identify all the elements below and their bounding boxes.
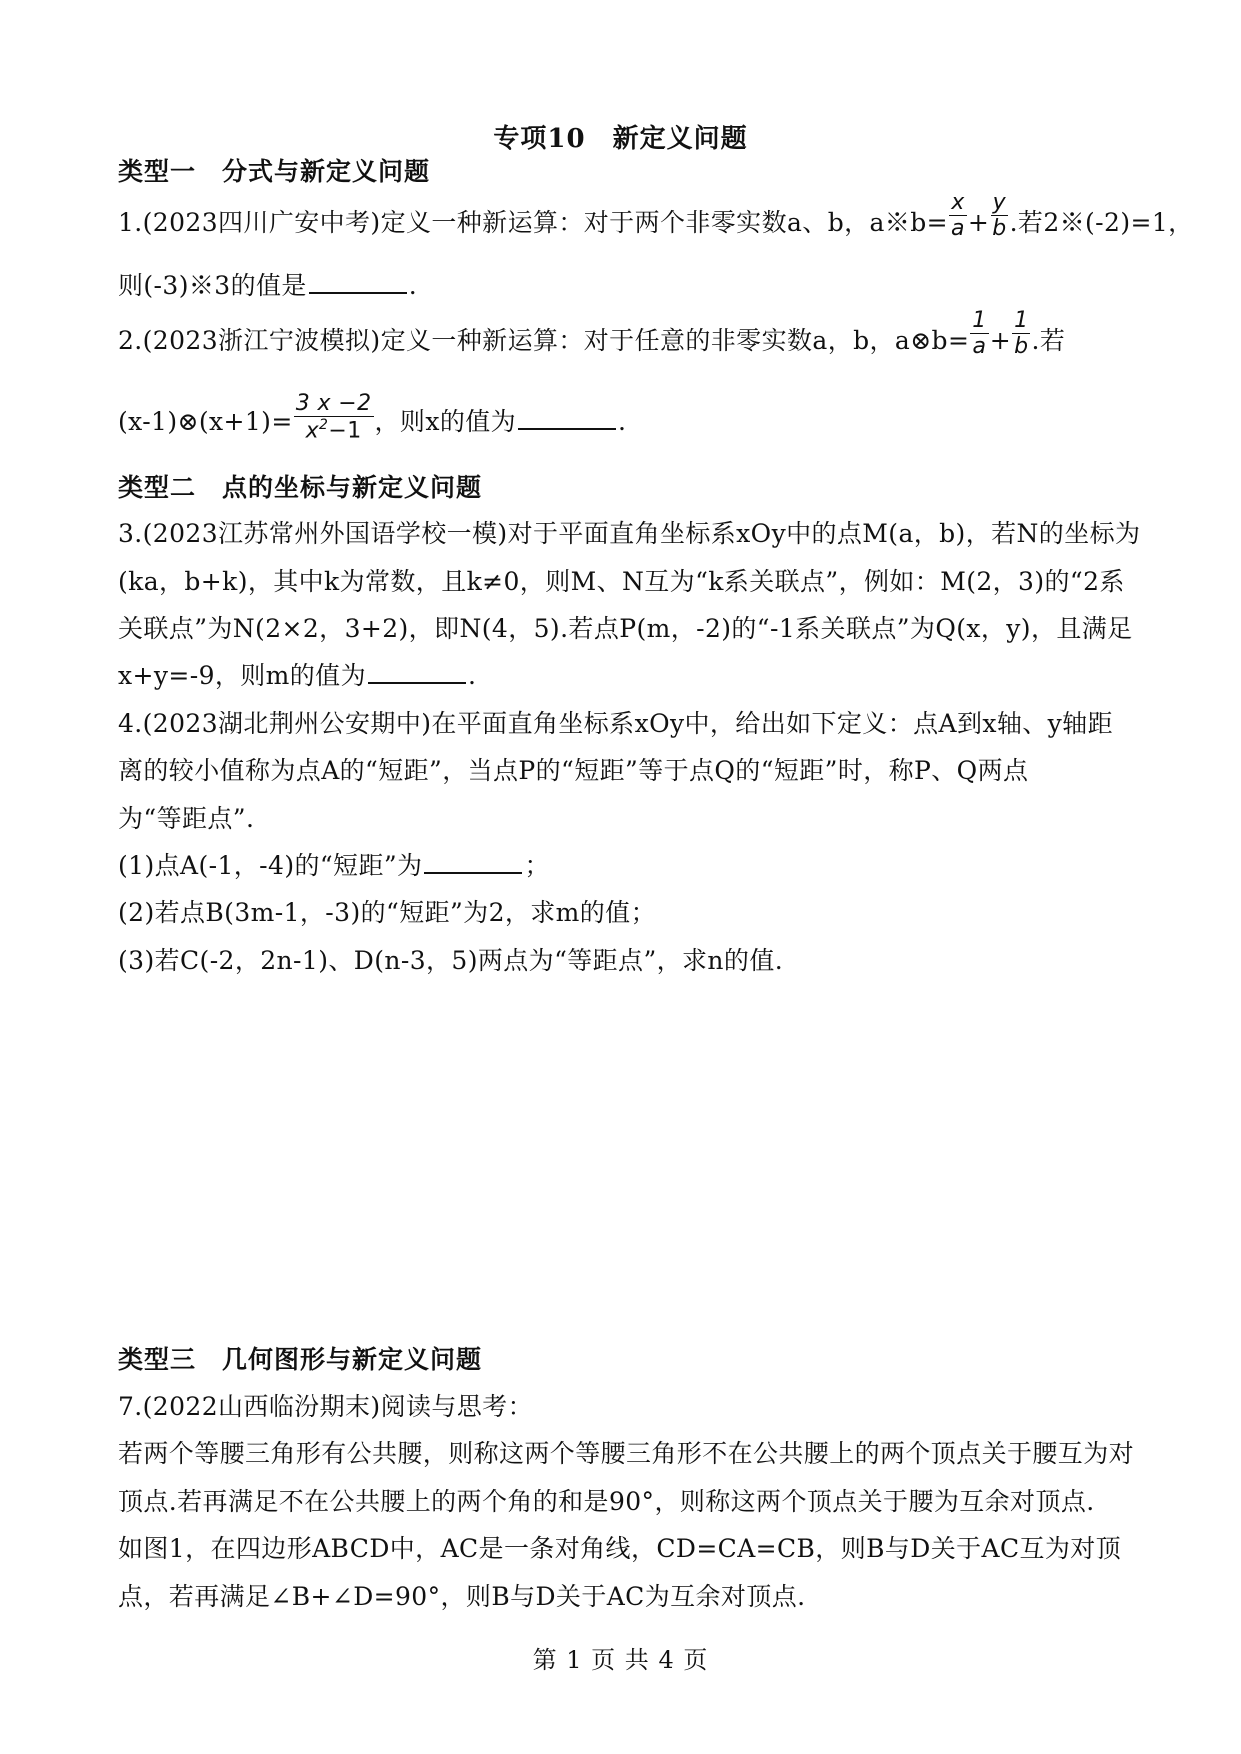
q1-text: 1.(2023四川广安中考)定义一种新运算：对于两个非零实数a、b，a※b= xyxy=(118,208,948,238)
question-2-line-1: 2.(2023浙江宁波模拟)定义一种新运算：对于任意的非零实数a，b，a⊗b= $\frac{1}{a}$ + $\frac{1}{b}$ .若 xyxy=(118,308,1066,360)
question-4-line-2: 离的较小值称为点A的“短距”，当点P的“短距”等于点Q的“短距”时，称P、Q两点 xyxy=(118,756,1029,785)
question-4-part-3: (3)若C(-2，2n-1)、D(n-3，5)两点为“等距点”，求n的值. xyxy=(118,946,784,975)
question-4-part-1: (1)点A(-1，-4)的“短距”为 ； xyxy=(118,851,550,880)
answer-blank[interactable] xyxy=(518,408,616,430)
answer-blank[interactable] xyxy=(424,852,522,874)
question-4-line-3: 为“等距点”. xyxy=(118,804,255,833)
fraction-3x-minus-2-over-x2-minus-1: $\frac{3 x -2}{x^2-1}$ xyxy=(295,391,372,444)
section-heading-2: 类型二 点的坐标与新定义问题 xyxy=(118,473,483,502)
section-heading-3: 类型三 几何图形与新定义问题 xyxy=(118,1345,483,1374)
q2-text: 2.(2023浙江宁波模拟)定义一种新运算：对于任意的非零实数a，b，a⊗b= xyxy=(118,326,970,356)
question-1-line-1 xyxy=(118,190,1194,249)
question-3-line-1: 3.(2023江苏常州外国语学校一模)对于平面直角坐标系xOy中的点M(a，b)，若N的坐标为 xyxy=(118,519,1141,548)
question-4-part-2: (2)若点B(3m-1，-3)的“短距”为2，求m的值； xyxy=(118,898,656,927)
question-7-line-3: 顶点.若再满足不在公共腰上的两个角的和是90°，则称这两个顶点关于腰为互余对顶点. xyxy=(118,1487,1095,1516)
plus-sign: + xyxy=(989,326,1012,356)
fraction-1-over-b: $\frac{1}{b}$ xyxy=(1014,308,1029,360)
question-4-line-1: 4.(2023湖北荆州公安期中)在平面直角坐标系xOy中，给出如下定义：点A到x轴、y轴距 xyxy=(118,709,1113,738)
section-heading-1: 类型一 分式与新定义问题 xyxy=(118,157,431,186)
fraction-y-over-b: $\frac{y}{b}$ xyxy=(992,190,1007,242)
question-3-line-2: (ka，b+k)，其中k为常数，且k≠0，则M、N互为“k系关联点”，例如：M(2，3)的“2系 xyxy=(118,567,1125,596)
question-7-line-4: 如图1，在四边形ABCD中，AC是一条对角线，CD=CA=CB，则B与D关于AC互为对顶 xyxy=(118,1534,1122,1563)
question-1-line-2: 则(-3)※3的值是 . xyxy=(118,271,418,300)
page-title: 专项10 新定义问题 xyxy=(493,124,748,154)
answer-blank[interactable] xyxy=(309,272,407,294)
answer-blank[interactable] xyxy=(368,662,466,684)
question-7-line-1: 7.(2022山西临汾期末)阅读与思考： xyxy=(118,1392,533,1421)
q2-expression: (x-1)⊗(x+1)= xyxy=(118,406,293,436)
question-3-line-3: 关联点”为N(2×2，3+2)，即N(4，5).若点P(m，-2)的“-1系关联点”为Q(x，y)，且满足 xyxy=(118,614,1133,643)
plus-sign: + xyxy=(967,208,990,238)
question-3-line-4: x+y=-9，则m的值为 . xyxy=(118,661,477,690)
q1-text-end: .若2※(-2)=1， xyxy=(1009,208,1194,238)
q1-prompt: 则(-3)※3的值是 xyxy=(118,271,307,300)
question-7-line-5: 点，若再满足∠B+∠D=90°，则B与D关于AC为互余对顶点. xyxy=(118,1582,806,1611)
page-footer: 第 1 页 共 4 页 xyxy=(532,1646,709,1674)
question-7-line-2: 若两个等腰三角形有公共腰，则称这两个等腰三角形不在公共腰上的两个顶点关于腰互为对 xyxy=(118,1439,1135,1468)
fraction-x-over-a: $\frac{x}{a}$ xyxy=(950,190,965,242)
fraction-1-over-a: $\frac{1}{a}$ xyxy=(972,308,987,360)
question-2-line-2: (x-1)⊗(x+1)= $\frac{3 x -2}{x^2-1}$ ，则x的值为 . xyxy=(118,391,627,444)
